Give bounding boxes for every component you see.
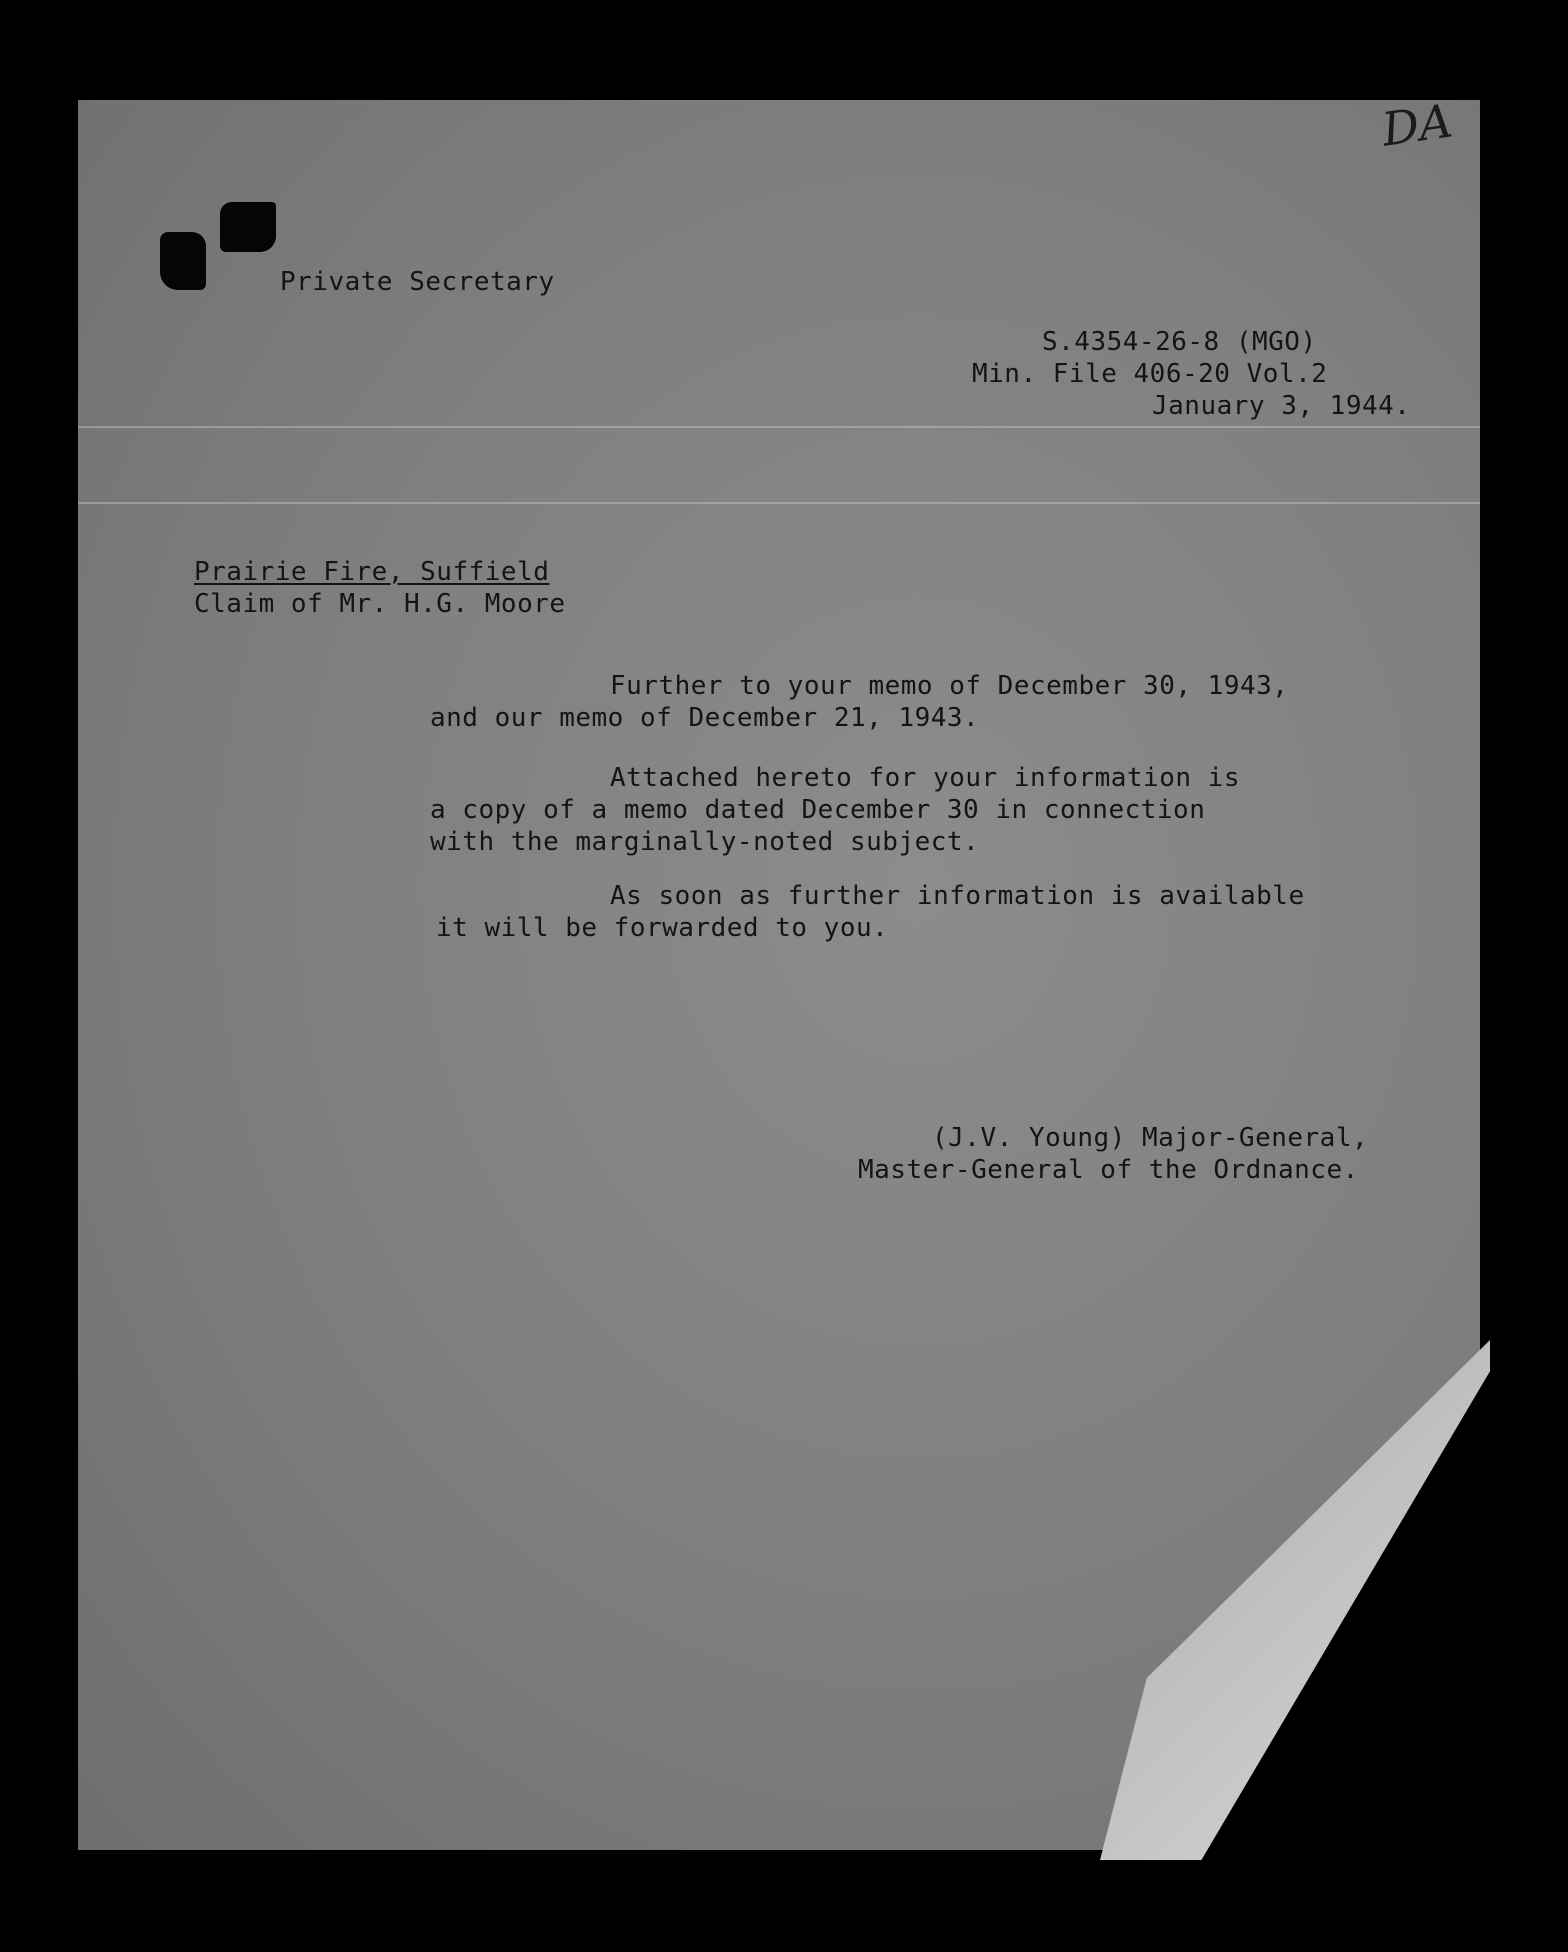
paragraph-2-line-2: a copy of a memo dated December 30 in connection xyxy=(430,795,1206,825)
paper-damage-mark xyxy=(160,232,206,290)
signature-title: Master-General of the Ordnance. xyxy=(858,1155,1359,1185)
subject-line-1: Prairie Fire, Suffield xyxy=(194,557,550,587)
paper-damage-mark xyxy=(220,202,276,252)
paragraph-3-line-1: As soon as further information is available xyxy=(610,881,1305,911)
handwritten-initials: DA xyxy=(1378,93,1456,157)
subject-line-2: Claim of Mr. H.G. Moore xyxy=(194,589,566,619)
letter-date: January 3, 1944. xyxy=(1152,391,1411,421)
signature-name: (J.V. Young) Major-General, xyxy=(932,1123,1369,1153)
paragraph-2-line-3: with the marginally-noted subject. xyxy=(430,827,980,857)
fold-line xyxy=(78,502,1480,504)
file-number: Min. File 406-20 Vol.2 xyxy=(972,359,1328,389)
reference-number: S.4354-26-8 (MGO) xyxy=(1042,327,1317,357)
paragraph-1-line-1: Further to your memo of December 30, 1943, xyxy=(610,671,1289,701)
paragraph-1-line-2: and our memo of December 21, 1943. xyxy=(430,703,980,733)
fold-line xyxy=(78,426,1480,428)
addressee: Private Secretary xyxy=(280,267,555,297)
paragraph-3-line-2: it will be forwarded to you. xyxy=(436,913,889,943)
paragraph-2-line-1: Attached hereto for your information is xyxy=(610,763,1240,793)
